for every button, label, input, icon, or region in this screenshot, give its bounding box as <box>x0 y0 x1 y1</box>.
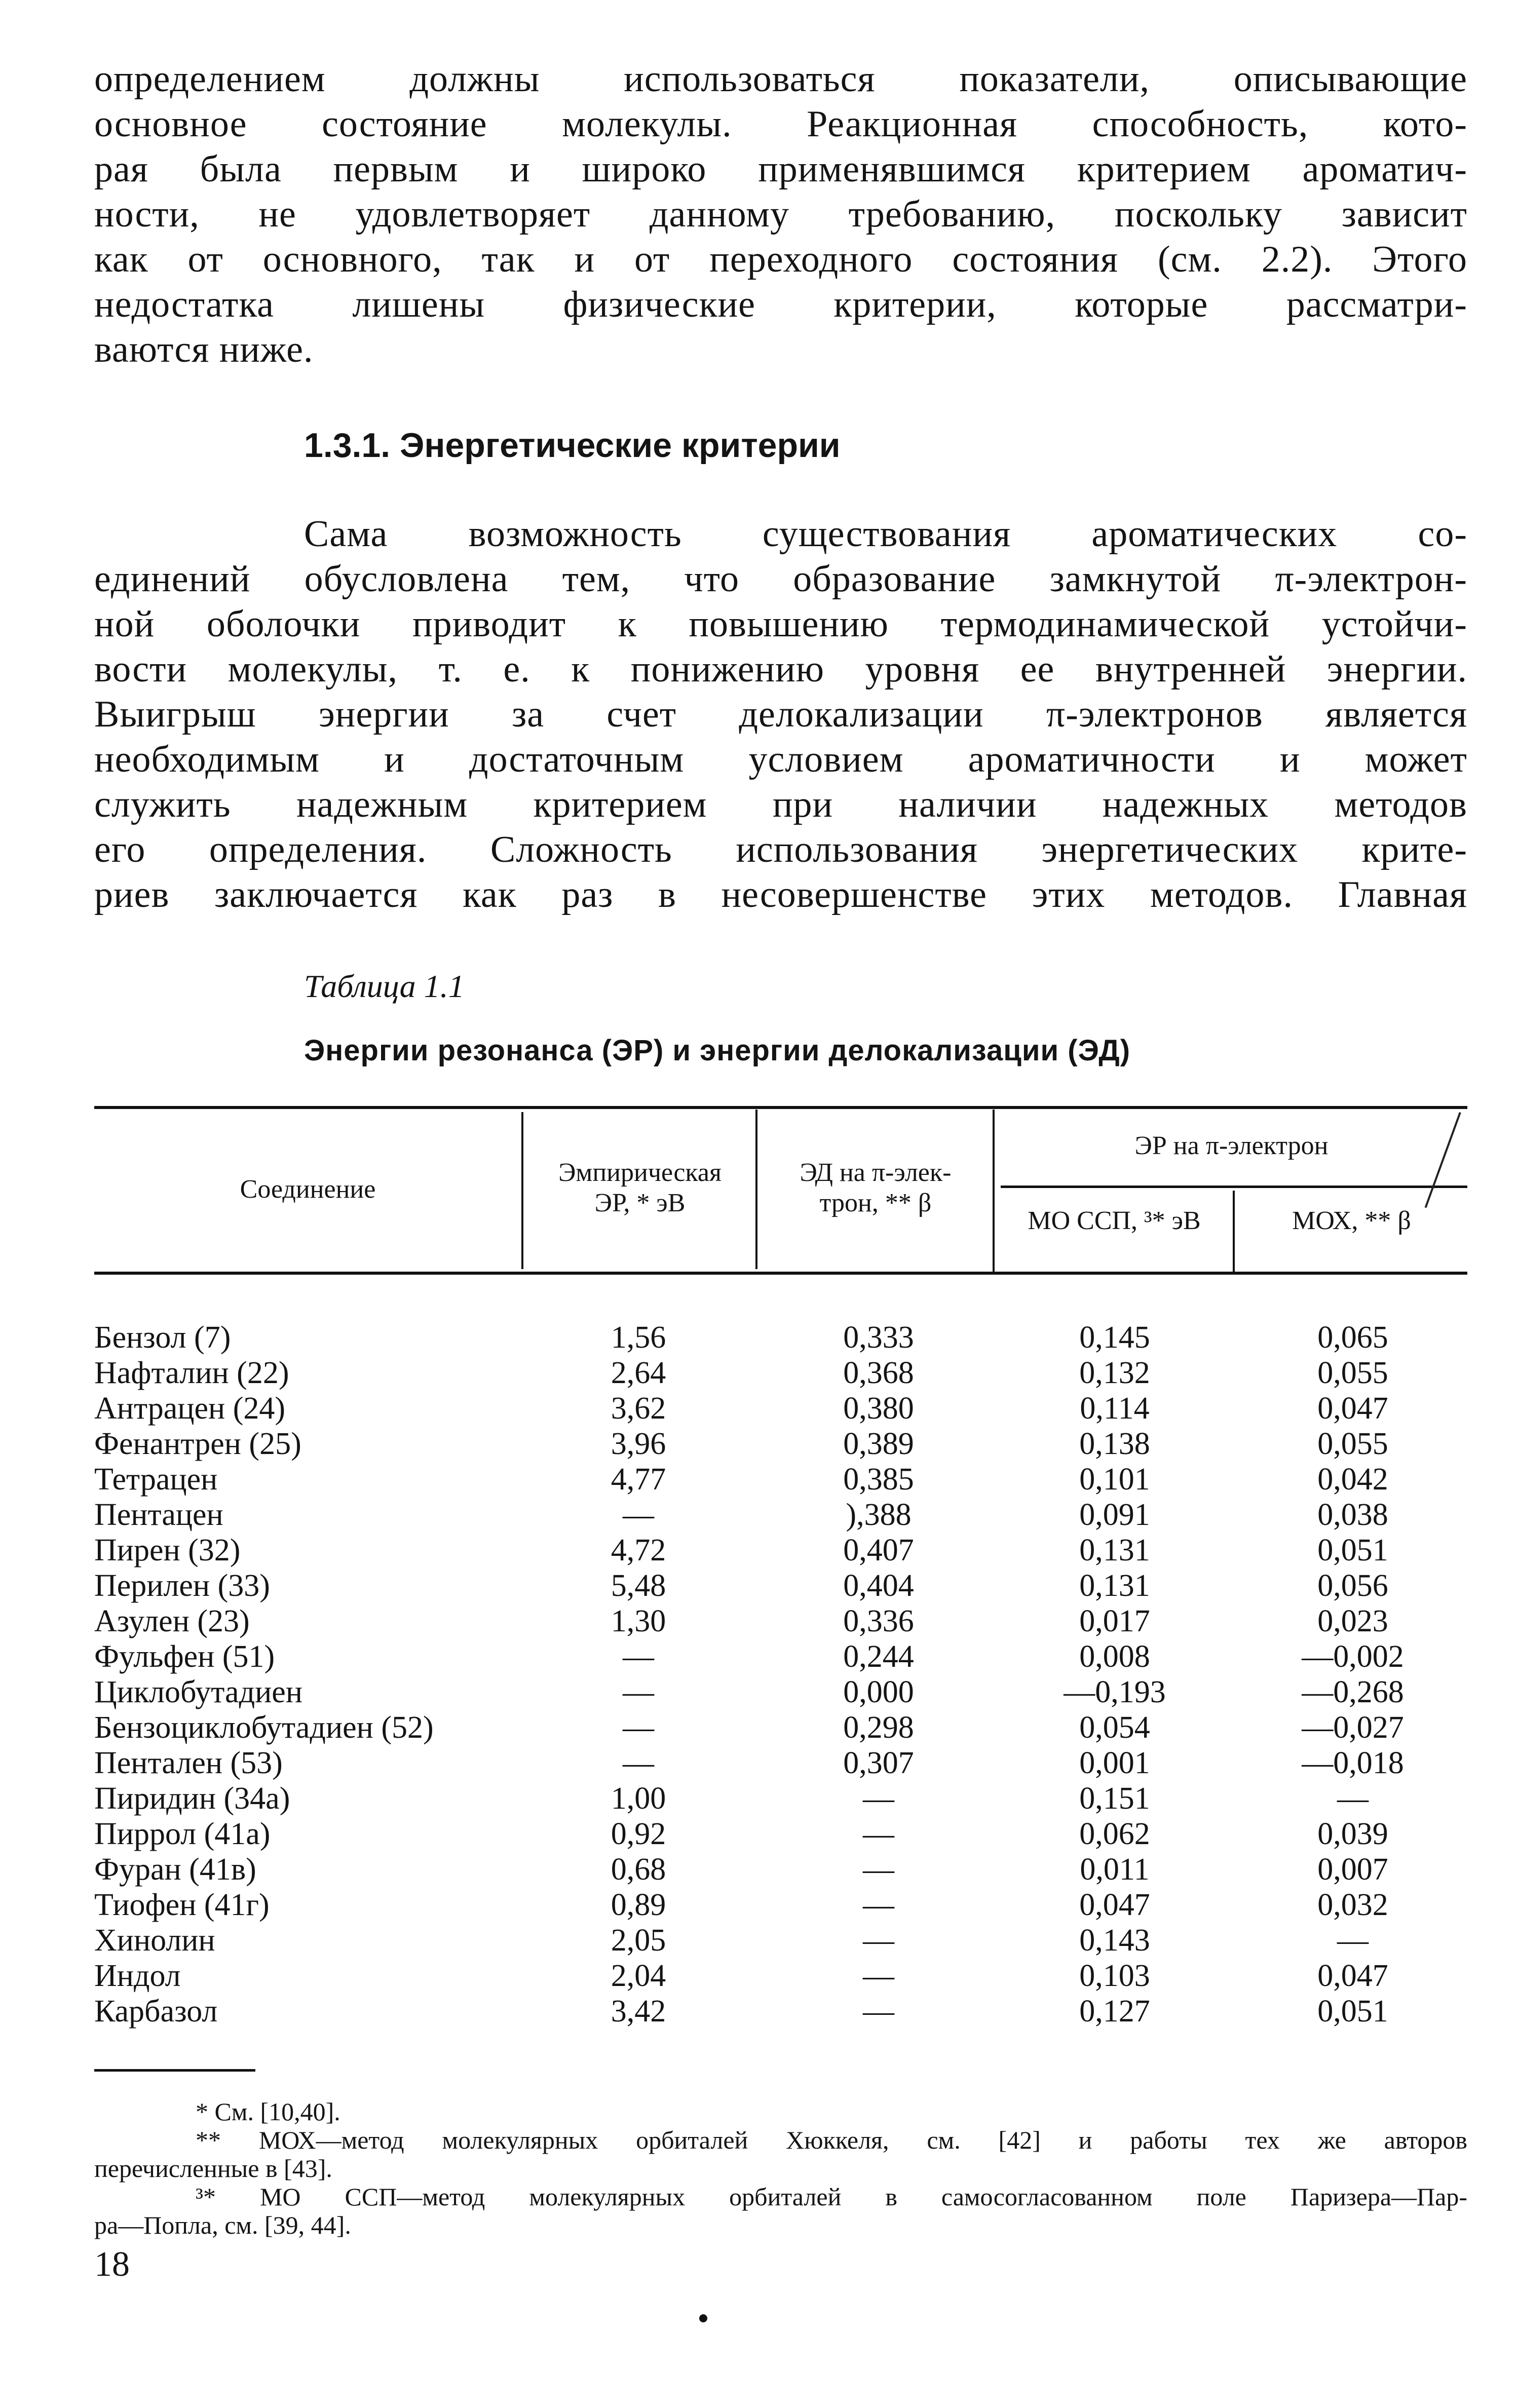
text-line: вости молекулы, т. е. к понижению уровня ее внутренней энергии. <box>94 648 1467 690</box>
column-divider <box>993 1110 995 1272</box>
compound-name: Фульфен (51) <box>94 1639 275 1674</box>
text-line: единений обусловлена тем, что образование замкнутой π-электрон- <box>94 558 1467 600</box>
table-row <box>94 1355 1472 1391</box>
table-row <box>94 1852 1472 1887</box>
compound-name: Пентацен <box>94 1498 223 1532</box>
mo-ssp-value: 0,138 <box>1079 1427 1150 1461</box>
ed-value: 0,407 <box>843 1533 914 1568</box>
mox-value: —0,018 <box>1302 1746 1404 1780</box>
column-divider <box>521 1112 523 1269</box>
ed-value: — <box>863 1781 894 1816</box>
compound-name: Циклобутадиен <box>94 1675 302 1709</box>
mox-value: 0,051 <box>1317 1994 1388 2029</box>
compound-name: Хинолин <box>94 1923 215 1958</box>
compound-name: Индол <box>94 1959 181 1993</box>
table-row <box>94 1958 1472 1994</box>
empirical-er: 4,72 <box>611 1533 666 1568</box>
ed-value: — <box>863 1852 894 1887</box>
empirical-er: 1,00 <box>611 1781 666 1816</box>
compound-name: Азулен (23) <box>94 1604 250 1638</box>
table-header-bottom-rule <box>94 1272 1467 1275</box>
ed-value: 0,368 <box>843 1356 914 1390</box>
table-row <box>94 1462 1472 1497</box>
header-mox: МОХ, ** β <box>1292 1206 1411 1235</box>
header-ed <box>758 1158 993 1218</box>
ed-value: 0,404 <box>843 1569 914 1603</box>
ed-value: 0,333 <box>843 1320 914 1355</box>
header-mo-ssp: МО ССП, ³* эВ <box>1028 1206 1201 1235</box>
header-empirical <box>524 1158 755 1218</box>
text-line: Сама возможность существования ароматических со- <box>304 513 1467 555</box>
table-row <box>94 1781 1472 1816</box>
table-row <box>94 1710 1472 1745</box>
ed-value: ),388 <box>846 1498 912 1532</box>
empirical-er: 1,56 <box>611 1320 666 1355</box>
footnotes <box>94 2097 1467 2239</box>
ed-value: 0,389 <box>843 1427 914 1461</box>
footnote-3-line2: ра—Попла, см. [39, 44]. <box>94 2211 351 2239</box>
mo-ssp-value: 0,145 <box>1079 1320 1150 1355</box>
page-number: 18 <box>94 2245 130 2284</box>
empirical-er: 0,92 <box>611 1817 666 1851</box>
ed-value: 0,000 <box>843 1675 914 1709</box>
table-title: Энергии резонанса (ЭР) и энергии делокализации (ЭД) <box>304 1034 1131 1067</box>
footnote-3-line1: ³* МО ССП—метод молекулярных орбиталей в самосогласованном поле Паризера—Пар- <box>196 2183 1467 2211</box>
compound-name: Бензол (7) <box>94 1320 231 1355</box>
compound-name: Перилен (33) <box>94 1569 270 1603</box>
empirical-er: 0,89 <box>611 1888 666 1922</box>
header-ed-line1: ЭД на π-элек- <box>800 1158 952 1187</box>
table-row <box>94 1745 1472 1781</box>
table-label: Таблица 1.1 <box>304 968 465 1004</box>
mo-ssp-value: 0,151 <box>1079 1781 1150 1816</box>
mo-ssp-value: 0,101 <box>1079 1462 1150 1497</box>
empirical-er: 3,62 <box>611 1391 666 1426</box>
text-line: основное состояние молекулы. Реакционная способность, кото- <box>94 103 1467 145</box>
mo-ssp-value: 0,127 <box>1079 1994 1150 2029</box>
text-line: определением должны использоваться показатели, описывающие <box>94 58 1467 100</box>
mox-value: 0,051 <box>1317 1533 1388 1568</box>
table-row <box>94 1994 1472 2029</box>
mo-ssp-value: 0,062 <box>1079 1817 1150 1851</box>
text-line: недостатка лишены физические критерии, которые рассматри- <box>94 284 1467 325</box>
ed-value: 0,380 <box>843 1391 914 1426</box>
compound-name: Фуран (41в) <box>94 1852 256 1887</box>
compound-name: Бензоциклобутадиен (52) <box>94 1710 434 1745</box>
empirical-er: 1,30 <box>611 1604 666 1638</box>
text-line: Выигрыш энергии за счет делокализации π-электронов является <box>94 694 1467 735</box>
text-line: служить надежным критерием при наличии надежных методов <box>94 784 1467 825</box>
text-line: необходимым и достаточным условием ароматичности и может <box>94 739 1467 780</box>
table-row <box>94 1497 1472 1533</box>
empirical-er: 3,96 <box>611 1427 666 1461</box>
text-line: его определения. Сложность использования энергетических крите- <box>94 829 1467 870</box>
compound-name: Антрацен (24) <box>94 1391 285 1426</box>
header-empirical-line1: Эмпирическая <box>558 1158 722 1187</box>
empirical-er: 2,04 <box>611 1959 666 1993</box>
mox-value: 0,042 <box>1317 1462 1388 1497</box>
mox-value: 0,039 <box>1317 1817 1388 1851</box>
mox-value: 0,055 <box>1317 1356 1388 1390</box>
table-row <box>94 1639 1472 1674</box>
mo-ssp-value: —0,193 <box>1064 1675 1166 1709</box>
table-row <box>94 1674 1472 1710</box>
mox-value: 0,032 <box>1317 1888 1388 1922</box>
compound-name: Пирен (32) <box>94 1533 241 1568</box>
empirical-er: — <box>623 1675 654 1709</box>
table-row <box>94 1320 1472 1355</box>
ed-value: — <box>863 1959 894 1993</box>
mox-value: 0,065 <box>1317 1320 1388 1355</box>
empirical-er: 2,64 <box>611 1356 666 1390</box>
table-row <box>94 1426 1472 1462</box>
compound-name: Нафталин (22) <box>94 1356 289 1390</box>
empirical-er: — <box>623 1710 654 1745</box>
compound-name: Пиррол (41а) <box>94 1817 271 1851</box>
text-line: рая была первым и широко применявшимся критерием ароматич- <box>94 148 1467 190</box>
column-divider <box>1233 1191 1235 1272</box>
footnote-2-line1: ** МОХ—метод молекулярных орбиталей Хюккеля, см. [42] и работы тех же авторов <box>196 2126 1467 2154</box>
table-subheader-rule <box>1001 1186 1467 1188</box>
header-er-group: ЭР на π-электрон <box>1134 1131 1329 1160</box>
header-ed-line2: трон, ** β <box>819 1189 932 1217</box>
compound-name: Тетрацен <box>94 1462 218 1497</box>
mo-ssp-value: 0,131 <box>1079 1569 1150 1603</box>
header-empirical-line2: ЭР, * эВ <box>594 1189 686 1217</box>
mo-ssp-value: 0,132 <box>1079 1356 1150 1390</box>
ed-value: 0,298 <box>843 1710 914 1745</box>
mox-value: 0,023 <box>1317 1604 1388 1638</box>
ed-value: — <box>863 1994 894 2029</box>
table-row <box>94 1816 1472 1852</box>
compound-name: Пиридин (34а) <box>94 1781 290 1816</box>
mo-ssp-value: 0,008 <box>1079 1639 1150 1674</box>
table-row <box>94 1603 1472 1639</box>
mo-ssp-value: 0,017 <box>1079 1604 1150 1638</box>
empirical-er: 0,68 <box>611 1852 666 1887</box>
text-line: ности, не удовлетворяет данному требованию, поскольку зависит <box>94 194 1467 235</box>
ed-value: 0,307 <box>843 1746 914 1780</box>
table-row <box>94 1568 1472 1603</box>
ed-value: — <box>863 1923 894 1958</box>
mox-value: 0,007 <box>1317 1852 1388 1887</box>
stray-dot <box>699 2314 707 2322</box>
footnote-rule <box>94 2069 255 2072</box>
empirical-er: — <box>623 1746 654 1780</box>
empirical-er: 5,48 <box>611 1569 666 1603</box>
mo-ssp-value: 0,001 <box>1079 1746 1150 1780</box>
section-heading: 1.3.1. Энергетические критерии <box>304 426 841 465</box>
mox-value: —0,268 <box>1302 1675 1404 1709</box>
mo-ssp-value: 0,091 <box>1079 1498 1150 1532</box>
compound-name: Карбазол <box>94 1994 218 2029</box>
table-row <box>94 1391 1472 1426</box>
table-row <box>94 1887 1472 1923</box>
mox-value: 0,055 <box>1317 1427 1388 1461</box>
mo-ssp-value: 0,047 <box>1079 1888 1150 1922</box>
table-top-rule <box>94 1106 1467 1109</box>
mo-ssp-value: 0,011 <box>1080 1852 1150 1887</box>
ed-value: — <box>863 1817 894 1851</box>
mox-value: 0,056 <box>1317 1569 1388 1603</box>
paragraph-1 <box>94 57 1467 372</box>
compound-name: Тиофен (41г) <box>94 1888 270 1922</box>
footnote-1: * См. [10,40]. <box>196 2097 340 2126</box>
empirical-er: — <box>623 1498 654 1532</box>
mo-ssp-value: 0,114 <box>1080 1391 1150 1426</box>
mox-value: 0,038 <box>1317 1498 1388 1532</box>
text-line: ной оболочки приводит к повышению термодинамической устойчи- <box>94 603 1467 645</box>
mox-value: —0,027 <box>1302 1710 1404 1745</box>
paragraph-2 <box>94 512 1467 918</box>
empirical-er: 2,05 <box>611 1923 666 1958</box>
table-row <box>94 1923 1472 1958</box>
mo-ssp-value: 0,143 <box>1079 1923 1150 1958</box>
table-row <box>94 1533 1472 1568</box>
empirical-er: 4,77 <box>611 1462 666 1497</box>
text-line: ваются ниже. <box>94 329 314 370</box>
column-divider <box>755 1110 757 1269</box>
mox-value: 0,047 <box>1317 1959 1388 1993</box>
ed-value: 0,244 <box>843 1639 914 1674</box>
mo-ssp-value: 0,103 <box>1079 1959 1150 1993</box>
mo-ssp-value: 0,054 <box>1079 1710 1150 1745</box>
ed-value: 0,336 <box>843 1604 914 1638</box>
text-line: риев заключается как раз в несовершенстве этих методов. Главная <box>94 874 1467 915</box>
compound-name: Фенантрен (25) <box>94 1427 301 1461</box>
mox-value: 0,047 <box>1317 1391 1388 1426</box>
compound-name: Пентален (53) <box>94 1746 283 1780</box>
header-compound: Соединение <box>240 1175 376 1204</box>
mox-value: — <box>1337 1781 1369 1816</box>
mox-value: — <box>1337 1923 1369 1958</box>
mox-value: —0,002 <box>1302 1639 1404 1674</box>
empirical-er: — <box>623 1639 654 1674</box>
mo-ssp-value: 0,131 <box>1079 1533 1150 1568</box>
ed-value: 0,385 <box>843 1462 914 1497</box>
text-line: как от основного, так и от переходного состояния (см. 2.2). Этого <box>94 239 1467 280</box>
footnote-2-line2: перечисленные в [43]. <box>94 2154 332 2183</box>
ed-value: — <box>863 1888 894 1922</box>
empirical-er: 3,42 <box>611 1994 666 2029</box>
